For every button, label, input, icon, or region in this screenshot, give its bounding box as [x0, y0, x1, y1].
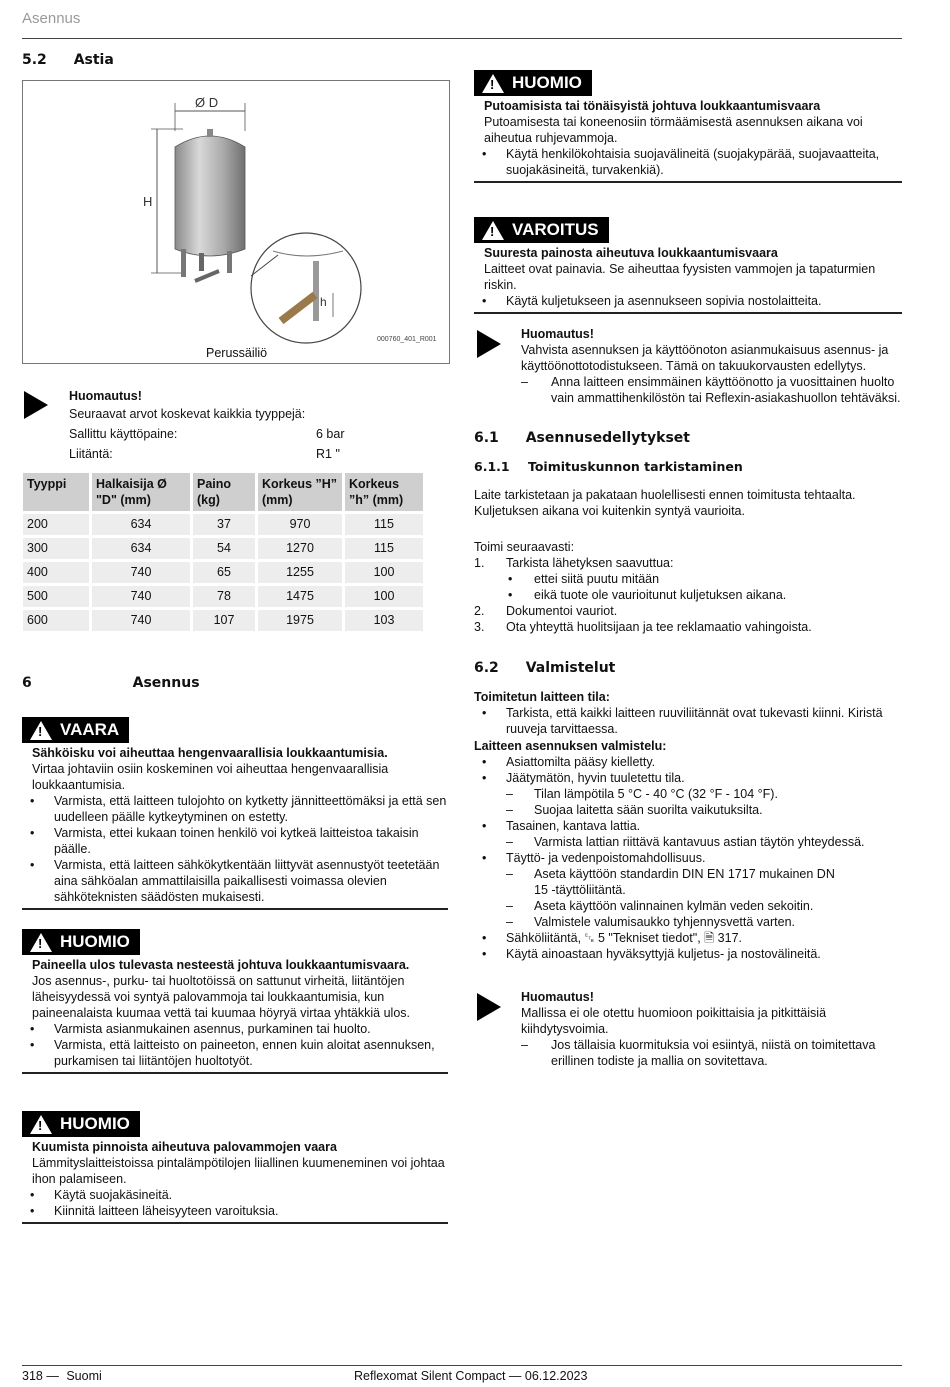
- warning-bullets: [22, 1187, 448, 1219]
- list-item: • Tarkista, että kaikki laitteen ruuviliitännät ovat tukevasti kiinni. Kiristä ruuveja tarvittaessa.: [474, 705, 902, 737]
- list: [474, 754, 902, 962]
- dimension-h-label: H: [143, 194, 153, 209]
- tank-illustration: [23, 81, 449, 363]
- caution-box: [474, 70, 902, 183]
- danger-badge: [22, 717, 129, 743]
- list-item: • Varmista, että laitteisto on paineeton, ennen kuin aloitat asennuksen, purkamisen tai liitäntöjen huoltotyöt.: [22, 1037, 448, 1069]
- footer-language: Suomi: [66, 1369, 102, 1383]
- warning-bullets: [22, 1021, 448, 1069]
- col-header: Korkeus ”h” (mm): [345, 473, 423, 511]
- cell: 54: [193, 538, 255, 559]
- step-text: Dokumentoi vauriot.: [506, 604, 618, 618]
- spec-table-wrap: [20, 470, 426, 634]
- section-title: Valmistelut: [525, 660, 616, 676]
- note-arrow-icon: [477, 993, 501, 1021]
- figure-caption: Perussäiliö: [206, 346, 268, 360]
- note: [521, 326, 901, 406]
- value-label: Liitäntä:: [69, 447, 113, 461]
- warning-title: Sähköisku voi aiheuttaa hengenvaarallisia loukkaantumisia.: [32, 746, 388, 760]
- caution-badge: [22, 1111, 140, 1137]
- cell: 100: [345, 562, 423, 583]
- table-row: [23, 514, 423, 535]
- dimension-d-label: Ø D: [195, 95, 219, 110]
- section-heading-6: [22, 675, 200, 691]
- list-item: • Käytä ainoastaan hyväksyttyjä kuljetus- ja nostovälineitä.: [474, 946, 902, 962]
- warning-triangle-icon: [30, 1115, 52, 1134]
- col-header: Halkaisija Ø "D" (mm): [92, 473, 190, 511]
- paragraph: Toimi seuraavasti:: [474, 540, 575, 554]
- list-item: • Käytä suojakäsineitä.: [22, 1187, 448, 1203]
- section-title: Asennusedellytykset: [525, 430, 690, 446]
- list-item: • Täyttö- ja vedenpoistomahdollisuus.: [474, 850, 902, 866]
- note-arrow-icon: [24, 391, 48, 419]
- list-item: – Jos tällaisia kuormituksia voi esiintyä, niistä on toimitettava erillinen todiste ja mallia on sovitettava.: [521, 1037, 901, 1069]
- warning-title: Paineella ulos tulevasta nesteestä johtuva loukkaantumisvaara.: [32, 958, 410, 972]
- step-number: 3.: [474, 620, 485, 634]
- note-text: Vahvista asennuksen ja käyttöönoton asianmukaisuus asennus- ja käyttöönottotodistukseen. Tämä on takuukorvausten edellytys.: [521, 343, 889, 373]
- cross-reference-link[interactable]: • Sähköliitäntä, ␗ 5 "Tekniset tiedot", 🗎 317.: [474, 930, 902, 946]
- list-item: – Valmistele valumisaukko tyhjennysvettä varten.: [474, 914, 902, 930]
- list-item: • Varmista asianmukainen asennus, purkaminen tai huolto.: [22, 1021, 448, 1037]
- list-item: • Asiattomilta pääsy kielletty.: [474, 754, 902, 770]
- section-heading-5-2: [22, 52, 114, 68]
- list-item: • Käytä kuljetukseen ja asennukseen sopivia nostolaitteita.: [474, 293, 902, 309]
- list-item: • Varmista, että laitteen tulojohto on kytketty jännitteettömäksi ja että sen uudelleen päälle kytkeytyminen on estetty.: [22, 793, 448, 825]
- warning-triangle-icon: [482, 221, 504, 240]
- cell: 600: [23, 610, 89, 631]
- list-item: – Suojaa laitetta sään suorilta vaikutuksilta.: [474, 802, 902, 818]
- cell: 500: [23, 586, 89, 607]
- caution-box: [22, 1111, 448, 1224]
- list-item: – Aseta käyttöön standardin DIN EN 1717 mukainen DN 15 -täyttöliitäntä.: [474, 866, 902, 898]
- caution-badge: [22, 929, 140, 955]
- warning-bullets: [474, 293, 902, 309]
- list-item: • Kiinnitä laitteen läheisyyteen varoituksia.: [22, 1203, 448, 1219]
- step-item: [474, 619, 902, 635]
- list-item: – Aseta käyttöön valinnainen kylmän veden sekoitin.: [474, 898, 902, 914]
- value: R1 ": [316, 447, 340, 461]
- cell: 740: [92, 562, 190, 583]
- danger-box: [22, 717, 448, 910]
- list-item: • Käytä henkilökohtaisia suojavälineitä (suojakypärää, suojavaatteita, suojakäsineitä, turvakenkiä).: [474, 146, 902, 178]
- cell: 115: [345, 514, 423, 535]
- value-row: [69, 444, 449, 464]
- badge-label: VAROITUS: [512, 220, 599, 239]
- value-row: [69, 424, 449, 444]
- cell: 300: [23, 538, 89, 559]
- note-list: [521, 1037, 901, 1069]
- section-body: [474, 487, 902, 635]
- col-header: Paino (kg): [193, 473, 255, 511]
- step-text: Tarkista lähetyksen saavuttua:: [506, 556, 674, 570]
- figure-code: 000760_401_R001: [377, 336, 437, 343]
- list-item: – Varmista lattian riittävä kantavuus astian täytön yhteydessä.: [474, 834, 902, 850]
- header-rule: [22, 38, 902, 39]
- cell: 115: [345, 538, 423, 559]
- page-footer-left: [22, 1369, 102, 1383]
- note: [521, 989, 901, 1069]
- cell: 78: [193, 586, 255, 607]
- note-title: Huomautus!: [521, 327, 594, 341]
- section-number: 6: [22, 675, 32, 691]
- cell: 740: [92, 586, 190, 607]
- table-header-row: [23, 473, 423, 511]
- warning-triangle-icon: [482, 74, 504, 93]
- table-row: [23, 610, 423, 631]
- note-list: [521, 374, 901, 406]
- cell: 1975: [258, 610, 342, 631]
- table-row: [23, 562, 423, 583]
- list-item: – Anna laitteen ensimmäinen käyttöönotto ja vuosittainen huolto vain ammattihenkilöstön tai Reflexin-asiakashuollon tehtäväksi.: [521, 374, 901, 406]
- warning-box: [474, 217, 902, 314]
- list-item: • eikä tuote ole vaurioitunut kuljetuksen aikana.: [474, 587, 902, 603]
- section-title: Astia: [73, 52, 114, 68]
- spec-table: [20, 470, 426, 634]
- section-body: [474, 689, 902, 962]
- cell: 200: [23, 514, 89, 535]
- list-item: – Tilan lämpötila 5 °C - 40 °C (32 °F - 104 °F).: [474, 786, 902, 802]
- list-item: • Varmista, että laitteen sähkökytkentään liittyvät asennustyöt teetetään aina sähköalan ammattilaisilla paikallisesti voimassa olevien sähköteknisten säädösten mukaisesti.: [22, 857, 448, 905]
- value: 6 bar: [316, 427, 345, 441]
- section-number: 5.2: [22, 52, 47, 68]
- page-number: 318 —: [22, 1369, 59, 1383]
- cell: 1255: [258, 562, 342, 583]
- warning-triangle-icon: [30, 933, 52, 952]
- note-intro: Seuraavat arvot koskevat kaikkia tyyppejä:: [69, 407, 306, 421]
- paragraph-heading: Laitteen asennuksen valmistelu:: [474, 739, 667, 753]
- cell: 107: [193, 610, 255, 631]
- list-item: • Varmista, ettei kukaan toinen henkilö voi kytkeä laitteistoa takaisin päälle.: [22, 825, 448, 857]
- cell: 1270: [258, 538, 342, 559]
- col-header: Korkeus ”H” (mm): [258, 473, 342, 511]
- warning-title: Kuumista pinnoista aiheutuva palovammojen vaara: [32, 1140, 337, 1154]
- warning-bullets: [22, 793, 448, 905]
- paragraph: Laite tarkistetaan ja pakataan huolellisesti ennen toimitusta tehtaalta. Kuljetuksen aikana voi kuitenkin syntyä vaurioita.: [474, 488, 856, 518]
- badge-label: HUOMIO: [60, 932, 130, 951]
- cell: 37: [193, 514, 255, 535]
- warning-text: Virtaa johtaviin osiin koskeminen voi aiheuttaa hengenvaarallisia loukkaantumisia.: [32, 762, 389, 792]
- cell: 400: [23, 562, 89, 583]
- note-title: Huomautus!: [69, 389, 142, 403]
- list: [474, 705, 902, 737]
- step-number: 2.: [474, 604, 485, 618]
- footer-rule: [22, 1365, 902, 1366]
- list-item: • Jäätymätön, hyvin tuuletettu tila.: [474, 770, 902, 786]
- cell: 970: [258, 514, 342, 535]
- cell: 100: [345, 586, 423, 607]
- tank-figure: [22, 80, 450, 364]
- section-number: 6.1.1: [474, 459, 510, 474]
- warning-text: Lämmityslaitteistoissa pintalämpötilojen liiallinen kuumeneminen voi johtaa ihon palamiseen.: [32, 1156, 445, 1186]
- badge-label: VAARA: [60, 720, 120, 739]
- paragraph-heading: Toimitetun laitteen tila:: [474, 690, 610, 704]
- section-title: Asennus: [132, 675, 200, 691]
- step-number: 1.: [474, 556, 485, 570]
- cell: 1475: [258, 586, 342, 607]
- caution-badge: [474, 70, 592, 96]
- steps-list: [474, 555, 902, 635]
- badge-label: HUOMIO: [60, 1114, 130, 1133]
- footer-document: Reflexomat Silent Compact — 06.12.2023: [354, 1369, 588, 1383]
- table-row: [23, 586, 423, 607]
- cell: 65: [193, 562, 255, 583]
- warning-text: Putoamisesta tai koneenosiin törmäämisestä asennuksen aikana voi aiheutua ruhjevammoja.: [484, 115, 863, 145]
- note-title: Huomautus!: [521, 990, 594, 1004]
- section-heading-6-1: [474, 430, 690, 446]
- warning-title: Putoamisista tai tönäisyistä johtuva loukkaantumisvaara: [484, 99, 821, 113]
- running-header: Asennus: [22, 10, 81, 27]
- warning-badge: [474, 217, 609, 243]
- list-item: • ettei siitä puutu mitään: [474, 571, 902, 587]
- list-item: • Tasainen, kantava lattia.: [474, 818, 902, 834]
- section-number: 6.1: [474, 430, 499, 446]
- step-item: [474, 603, 902, 619]
- subsection-heading-6-1-1: [474, 459, 743, 474]
- cell: 103: [345, 610, 423, 631]
- cell: 634: [92, 514, 190, 535]
- table-row: [23, 538, 423, 559]
- section-heading-6-2: [474, 660, 615, 676]
- warning-bullets: [474, 146, 902, 178]
- cell: 740: [92, 610, 190, 631]
- note-arrow-icon: [477, 330, 501, 358]
- warning-text: Jos asennus-, purku- tai huoltotöissä on sattunut virheitä, liitäntöjen läheisyydessä voi syntyä palovammoja tai loukkaantumisia, kun paineenalaista kuumaa vettä tai kuumaa höyryä virtaa yhtäkkiä ulos.: [32, 974, 410, 1020]
- section-number: 6.2: [474, 660, 499, 676]
- step-item: [474, 555, 902, 571]
- badge-label: HUOMIO: [512, 73, 582, 92]
- section-title: Toimituskunnon tarkistaminen: [527, 459, 743, 474]
- note-values: [69, 388, 449, 464]
- cell: 634: [92, 538, 190, 559]
- warning-title: Suuresta painosta aiheutuva loukkaantumisvaara: [484, 246, 778, 260]
- step-text: Ota yhteyttä huolitsijaan ja tee reklamaatio vahingoista.: [506, 620, 812, 634]
- value-label: Sallittu käyttöpaine:: [69, 427, 178, 441]
- warning-triangle-icon: [30, 721, 52, 740]
- dimension-small-h-label: h: [320, 295, 327, 309]
- warning-text: Laitteet ovat painavia. Se aiheuttaa fyysisten vammojen ja tapaturmien riskin.: [484, 262, 876, 292]
- col-header: Tyyppi: [23, 473, 89, 511]
- note-text: Mallissa ei ole otettu huomioon poikittaisia ja pitkittäisiä kiihdytysvoimia.: [521, 1006, 827, 1036]
- caution-box: [22, 929, 448, 1074]
